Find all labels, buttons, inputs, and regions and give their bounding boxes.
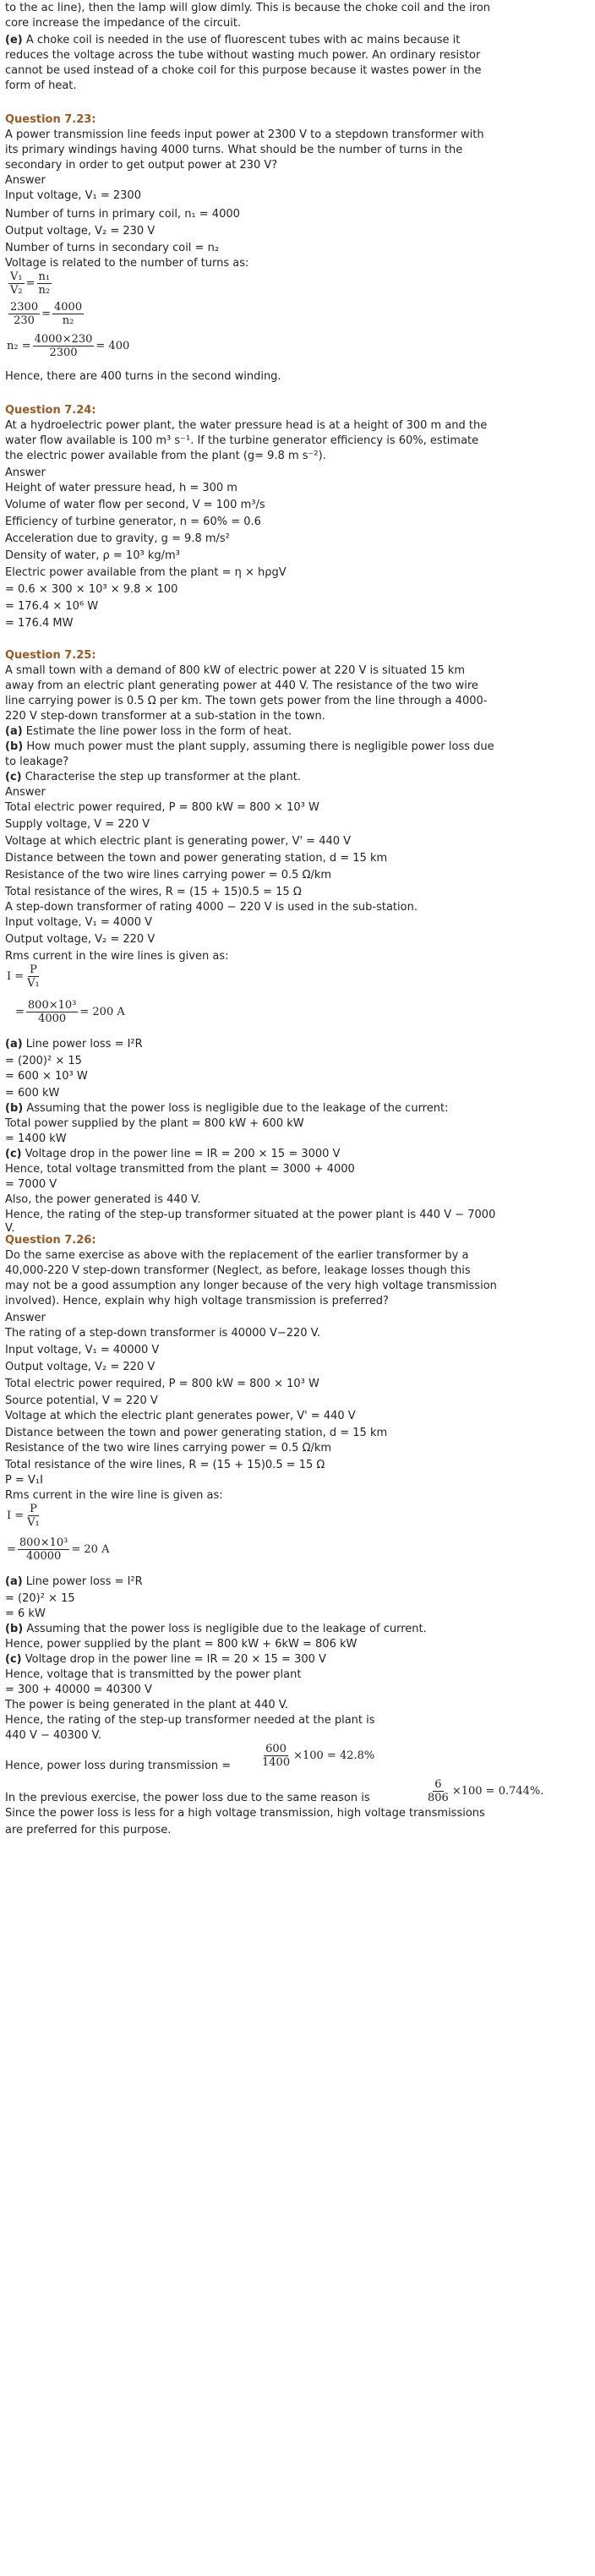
numerator: 800×10³ bbox=[19, 1536, 68, 1549]
answer-line: = 7000 V bbox=[5, 1178, 57, 1191]
answer-line: Output voltage, V₂ = 220 V bbox=[5, 933, 156, 946]
question-heading: Question 7.25: bbox=[5, 649, 96, 662]
denominator: 230 bbox=[14, 314, 35, 327]
answer-line: Total electric power required, P = 800 kW = 800 × 10³ W bbox=[5, 1378, 319, 1390]
text-span: Voltage drop in the power line = IR = 20 × 15 = 300 V bbox=[21, 1653, 326, 1666]
period: . bbox=[540, 1785, 544, 1798]
part-label: (c) bbox=[5, 1148, 22, 1160]
solution-part bbox=[5, 1038, 143, 1051]
text-line: core increase the impedance of the circuit. bbox=[5, 17, 242, 30]
denominator: 40000 bbox=[25, 1550, 62, 1563]
text-span: A choke coil is needed in the use of fluorescent tubes with ac mains because it bbox=[22, 34, 461, 46]
answer-line: Hence, there are 400 turns in the second winding. bbox=[5, 370, 281, 383]
answer-line: = 6 kW bbox=[5, 1607, 46, 1620]
question-text: Do the same exercise as above with the replacement of the earlier transformer by a bbox=[5, 1249, 469, 1262]
answer-line: Input voltage, V₁ = 2300 bbox=[5, 189, 141, 202]
answer-line: Total electric power required, P = 800 kW = 800 × 10³ W bbox=[5, 801, 319, 814]
answer-line: Hence, the rating of the step-up transformer situated at the power plant is 440 V − 7000 bbox=[5, 1209, 496, 1221]
answer-line: = 600 × 10³ W bbox=[5, 1070, 88, 1083]
text-span: Assuming that the power loss is negligible due to the leakage of the current: bbox=[23, 1102, 449, 1115]
denominator: 806 bbox=[428, 1792, 449, 1804]
answer-line: Input voltage, V₁ = 4000 V bbox=[5, 916, 153, 929]
answer-line: = 1400 kW bbox=[5, 1132, 67, 1145]
solution-part bbox=[5, 1653, 326, 1667]
equation-lhs: I = bbox=[7, 970, 25, 983]
question-text: At a hydroelectric power plant, the water pressure head is at a height of 300 m and the bbox=[5, 419, 488, 432]
answer-label: Answer bbox=[5, 1312, 46, 1324]
answer-line: are preferred for this purpose. bbox=[5, 1824, 172, 1836]
answer-label: Answer bbox=[5, 786, 46, 799]
answer-line: Distance between the town and power generating station, d = 15 km bbox=[5, 1427, 388, 1439]
question-text: line carrying power is 0.5 Ω per km. The town gets power from the line through a 4000- bbox=[5, 695, 488, 707]
answer-line: Number of turns in primary coil, n₁ = 4000 bbox=[5, 208, 240, 221]
answer-line: Distance between the town and power generating station, d = 15 km bbox=[5, 852, 388, 865]
answer-line: Electric power available from the plant = η × hρgV bbox=[5, 566, 287, 579]
equation-result: = 200 A bbox=[79, 1006, 125, 1018]
text-line bbox=[5, 34, 460, 47]
equation bbox=[15, 999, 125, 1025]
numerator: V₁ bbox=[10, 270, 23, 283]
answer-line: The rating of a step-down transformer is 40000 V−220 V. bbox=[5, 1327, 321, 1340]
denominator: n₂ bbox=[38, 284, 51, 297]
question-text: to leakage? bbox=[5, 756, 69, 768]
answer-line: Since the power loss is less for a high voltage transmission, high voltage transmissions bbox=[5, 1807, 485, 1820]
equation-lhs: n₂ = bbox=[7, 340, 31, 352]
question-text: water flow available is 100 m³ s⁻¹. If the turbine generator efficiency is 60%, estimate bbox=[5, 434, 479, 447]
answer-label: Answer bbox=[5, 174, 46, 187]
answer-line: V. bbox=[5, 1222, 15, 1235]
answer-line: Output voltage, V₂ = 230 V bbox=[5, 225, 156, 237]
text-span: Voltage drop in the power line = IR = 200 × 15 = 3000 V bbox=[21, 1148, 341, 1160]
question-text: A power transmission line feeds input power at 2300 V to a stepdown transformer with bbox=[5, 128, 484, 141]
text-span: Line power loss = I²R bbox=[22, 1575, 143, 1588]
question-part bbox=[5, 740, 494, 754]
equation-result: ×100 = 0.744% bbox=[451, 1785, 541, 1798]
answer-line: Resistance of the two wire lines carrying power = 0.5 Ω/km bbox=[5, 1442, 332, 1454]
question-heading: Question 7.24: bbox=[5, 404, 96, 417]
answer-line: Output voltage, V₂ = 220 V bbox=[5, 1361, 156, 1373]
numerator: 4000×230 bbox=[34, 333, 93, 346]
equation bbox=[424, 1778, 543, 1804]
answer-line: Hence, the rating of the step-up transformer needed at the plant is bbox=[5, 1714, 375, 1727]
part-label: (a) bbox=[5, 1575, 23, 1588]
numerator: P bbox=[30, 1503, 37, 1515]
answer-line: Rms current in the wire line is given as: bbox=[5, 1489, 223, 1502]
answer-line: Voltage at which the electric plant generates power, V' = 440 V bbox=[5, 1410, 356, 1422]
question-heading: Question 7.26: bbox=[5, 1234, 96, 1247]
answer-line: Hence, power supplied by the plant = 800 kW + 6kW = 806 kW bbox=[5, 1638, 358, 1651]
part-label: (c) bbox=[5, 1653, 22, 1666]
part-label: (a) bbox=[5, 725, 23, 738]
text-span: How much power must the plant supply, assuming there is negligible power loss due bbox=[23, 740, 494, 753]
equation-result: = 20 A bbox=[71, 1543, 110, 1556]
answer-line: 440 V − 40300 V. bbox=[5, 1729, 101, 1742]
denominator: V₁ bbox=[27, 977, 40, 990]
question-part bbox=[5, 725, 292, 739]
denominator: 4000 bbox=[38, 1012, 67, 1025]
answer-line: Total power supplied by the plant = 800 kW + 600 kW bbox=[5, 1117, 304, 1130]
answer-line: Volume of water flow per second, V = 100 m³/s bbox=[5, 499, 265, 511]
denominator: 1400 bbox=[262, 1756, 291, 1769]
answer-line: = 176.4 MW bbox=[5, 617, 74, 630]
question-text: 220 V step-down transformer at a sub-station in the town. bbox=[5, 710, 325, 723]
answer-line: = 176.4 × 10⁶ W bbox=[5, 600, 99, 613]
part-label: (b) bbox=[5, 1623, 24, 1635]
part-label: (b) bbox=[5, 1102, 24, 1115]
answer-line: Hence, total voltage transmitted from the plant = 3000 + 4000 bbox=[5, 1163, 355, 1176]
question-text: may not be a good assumption any longer because of the very high voltage transmission bbox=[5, 1280, 497, 1292]
equation bbox=[7, 1536, 109, 1563]
question-heading: Question 7.23: bbox=[5, 113, 96, 126]
numerator: 600 bbox=[265, 1743, 287, 1755]
text-span: Characterise the step up transformer at the plant. bbox=[21, 771, 301, 783]
equation-result: ×100 = 42.8% bbox=[293, 1749, 375, 1762]
answer-line: Total resistance of the wires, R = (15 + 15)0.5 = 15 Ω bbox=[5, 886, 302, 898]
question-text: secondary in order to get output power at 230 V? bbox=[5, 159, 278, 172]
answer-line: P = V₁I bbox=[5, 1474, 43, 1487]
equation-lhs: I = bbox=[7, 1509, 25, 1522]
part-label: (c) bbox=[5, 771, 22, 783]
question-text: involved). Hence, explain why high voltage transmission is preferred? bbox=[5, 1295, 389, 1307]
question-text: A small town with a demand of 800 kW of electric power at 220 V is situated 15 km bbox=[5, 664, 466, 677]
text-span: Line power loss = I²R bbox=[22, 1038, 143, 1051]
question-part bbox=[5, 771, 301, 784]
answer-line: Input voltage, V₁ = 40000 V bbox=[5, 1344, 160, 1356]
answer-line: Hence, voltage that is transmitted by the power plant bbox=[5, 1668, 302, 1681]
answer-line: = 300 + 40000 = 40300 V bbox=[5, 1684, 152, 1696]
answer-line: Number of turns in secondary coil = n₂ bbox=[5, 242, 220, 254]
answer-line: = 600 kW bbox=[5, 1087, 60, 1100]
text-span: Estimate the line power loss in the form of heat. bbox=[22, 725, 292, 738]
numerator: P bbox=[30, 963, 37, 976]
solution-part bbox=[5, 1148, 340, 1161]
numerator: n₁ bbox=[38, 270, 51, 283]
numerator: 800×10³ bbox=[27, 999, 77, 1012]
answer-line: Total resistance of the wire lines, R = (15 + 15)0.5 = 15 Ω bbox=[5, 1459, 325, 1471]
text-line: cannot be used instead of a choke coil for this purpose because it wastes power in the bbox=[5, 64, 482, 77]
answer-line: Density of water, ρ = 10³ kg/m³ bbox=[5, 549, 180, 562]
answer-line: Voltage at which electric plant is generating power, V' = 440 V bbox=[5, 835, 352, 848]
answer-line: = 0.6 × 300 × 10³ × 9.8 × 100 bbox=[5, 583, 178, 596]
equals-sign: = bbox=[7, 1543, 16, 1556]
question-text: the electric power available from the plant (g= 9.8 m s⁻²). bbox=[5, 450, 326, 462]
equation: $\frac{2300}{230}$ = $\frac{4000}{\text{n₂}}$ bbox=[10, 301, 83, 327]
equals-sign: = bbox=[15, 1006, 25, 1018]
answer-label: Answer bbox=[5, 467, 46, 479]
question-text: 40,000-220 V step-down transformer (Neglect, as before, leakage losses though this bbox=[5, 1264, 471, 1277]
part-label: (b) bbox=[5, 740, 24, 753]
answer-line: = (200)² × 15 bbox=[5, 1055, 82, 1067]
equation bbox=[7, 963, 43, 990]
question-text: away from an electric plant generating power at 440 V. The resistance of the two wire bbox=[5, 679, 478, 692]
part-label: (a) bbox=[5, 1038, 23, 1051]
question-text: its primary windings having 4000 turns. What should be the number of turns in the bbox=[5, 144, 463, 156]
solution-part bbox=[5, 1102, 448, 1116]
text-line: to the ac line), then the lamp will glow dimly. This is because the choke coil and the iron bbox=[5, 2, 491, 14]
equation bbox=[7, 1503, 43, 1529]
answer-line: Rms current in the wire lines is given as: bbox=[5, 950, 229, 963]
answer-line: Hence, power loss during transmission = bbox=[5, 1760, 232, 1772]
answer-line bbox=[5, 1792, 370, 1805]
numerator: 6 bbox=[434, 1778, 442, 1791]
answer-line: A step-down transformer of rating 4000 − 220 V is used in the sub-station. bbox=[5, 901, 418, 914]
numerator: 4000 bbox=[54, 301, 83, 314]
equation-result: = 400 bbox=[96, 340, 130, 352]
solution-part bbox=[5, 1575, 143, 1589]
equation bbox=[259, 1743, 374, 1769]
denominator: V₂ bbox=[10, 284, 23, 297]
answer-line: Acceleration due to gravity, g = 9.8 m/s² bbox=[5, 532, 230, 545]
numerator: 2300 bbox=[10, 301, 39, 314]
text-span: Assuming that the power loss is negligible due to the leakage of current. bbox=[23, 1623, 427, 1635]
answer-line: Resistance of the two wire lines carrying power = 0.5 Ω/km bbox=[5, 869, 332, 881]
answer-line: = (20)² × 15 bbox=[5, 1592, 75, 1605]
part-label: (e) bbox=[5, 34, 23, 46]
text-line: reduces the voltage across the tube without wasting much power. An ordinary resistor bbox=[5, 49, 481, 62]
answer-line: Source potential, V = 220 V bbox=[5, 1394, 158, 1407]
answer-line: Supply voltage, V = 220 V bbox=[5, 818, 150, 831]
answer-line: Height of water pressure head, h = 300 m bbox=[5, 482, 237, 494]
denominator: V₁ bbox=[27, 1516, 40, 1529]
answer-line: The power is being generated in the plant at 440 V. bbox=[5, 1699, 289, 1711]
denominator: 2300 bbox=[49, 347, 78, 359]
solution-part bbox=[5, 1623, 427, 1636]
answer-line: Also, the power generated is 440 V. bbox=[5, 1193, 201, 1206]
equation bbox=[7, 333, 129, 359]
equation: $\frac{\text{V₁}}{\text{V₂}}$ = $\frac{\text{n₁}}{\text{n₂}}$ bbox=[10, 270, 51, 297]
text-span: In the previous exercise, the power loss due to the same reason is bbox=[5, 1792, 370, 1804]
denominator: n₂ bbox=[62, 314, 74, 327]
answer-line: Efficiency of turbine generator, n = 60% = 0.6 bbox=[5, 516, 261, 528]
answer-line: Voltage is related to the number of turns as: bbox=[5, 257, 249, 270]
text-line: form of heat. bbox=[5, 79, 77, 92]
